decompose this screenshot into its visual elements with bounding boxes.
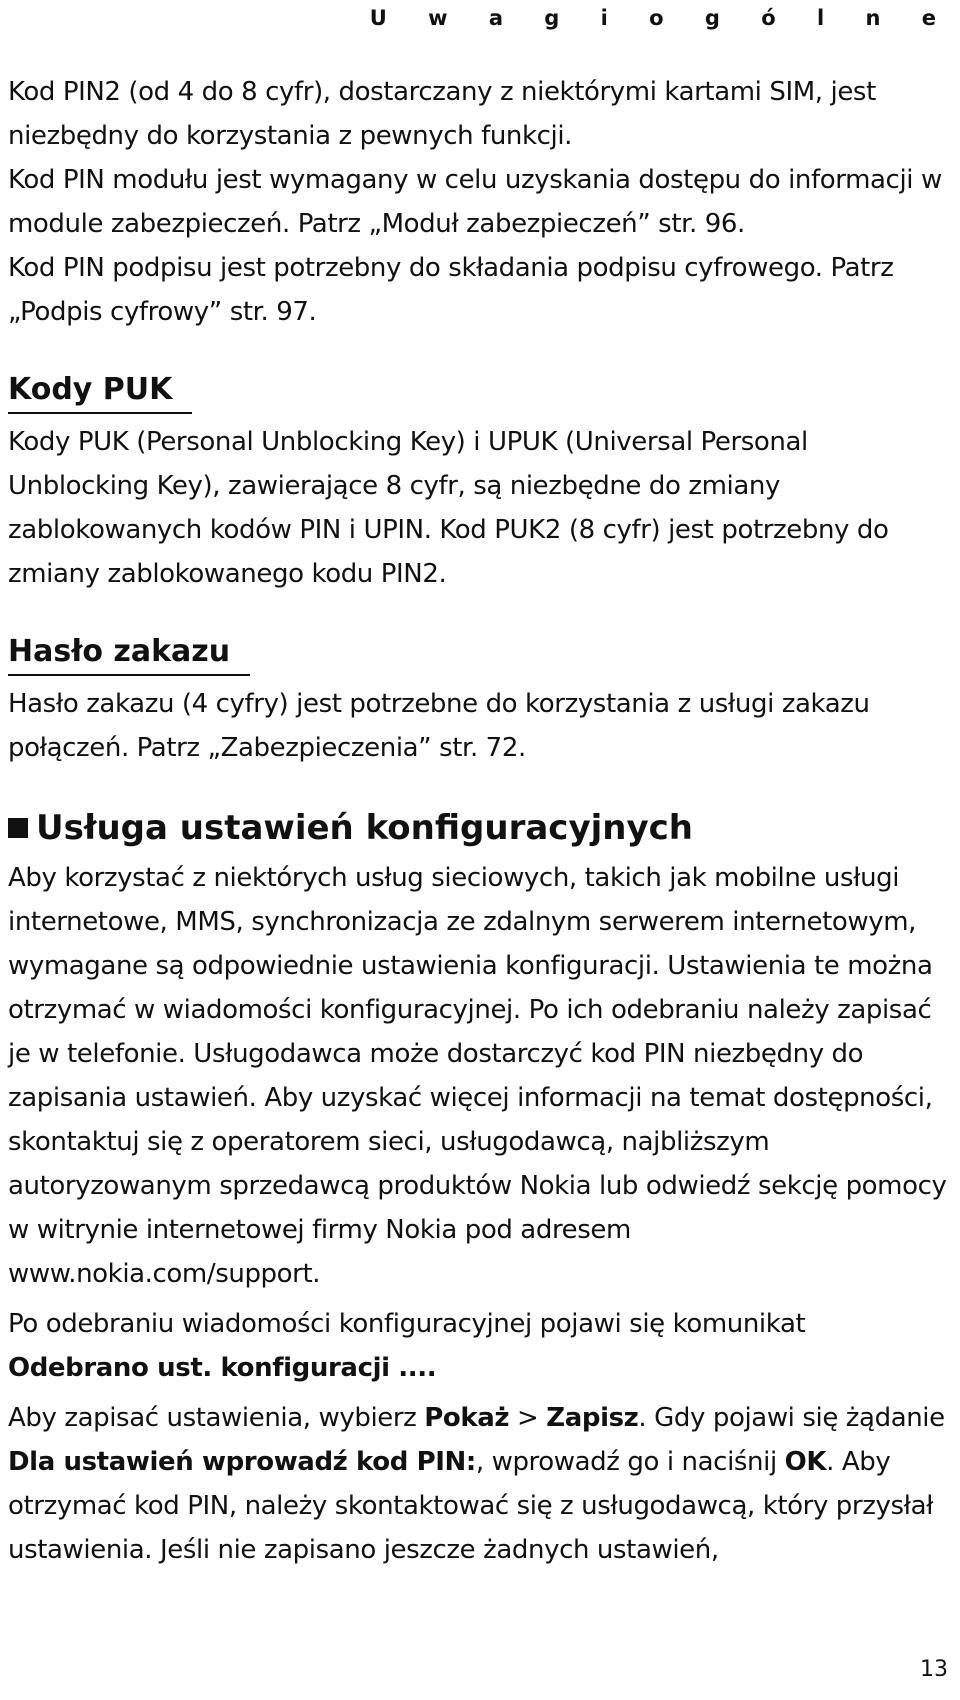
save-text-c: . Gdy pojawi się żądanie [638, 1403, 945, 1433]
barring-heading: Hasło zakazu [8, 630, 250, 676]
puk-section [8, 368, 948, 596]
config-heading-text: Usługa ustawień konfiguracyjnych [36, 808, 694, 848]
page-number: 13 [920, 1657, 948, 1682]
save-text-a: Aby zapisać ustawienia, wybierz [8, 1403, 425, 1433]
pin2-paragraph: Kod PIN2 (od 4 do 8 cyfr), dostarczany z niektórymi kartami SIM, jest niezbędny do korzystania z pewnych funkcji. [8, 77, 876, 151]
puk-heading: Kody PUK [8, 368, 192, 414]
config-save-paragraph [8, 1396, 948, 1572]
config-section [8, 804, 948, 1572]
ok-option: OK [784, 1447, 827, 1477]
signing-pin-paragraph: Kod PIN podpisu jest potrzebny do składania podpisu cyfrowego. Patrz „Podpis cyfrowy” str. 97. [8, 253, 894, 327]
barring-paragraph: Hasło zakazu (4 cyfry) jest potrzebne do korzystania z usługi zakazu połączeń. Patrz „Zabezpieczenia” str. 72. [8, 689, 870, 763]
save-text-e: . Aby otrzymać kod PIN, należy skontaktować się z usługodawcą, który przysłał ustawienia. Jeśli nie zapisano jeszcze żadnych ustawień, [8, 1447, 934, 1565]
barring-section [8, 630, 948, 770]
puk-paragraph: Kody PUK (Personal Unblocking Key) i UPUK (Universal Personal Unblocking Key), zawierające 8 cyfr, są niezbędne do zmiany zablokowanych kodów PIN i UPIN. Kod PUK2 (8 cyfr) jest potrzebny do zmiany zablokowanego kodu PIN2. [8, 427, 889, 589]
config-message-bold: Odebrano ust. konfiguracji .... [8, 1353, 437, 1383]
pin-prompt: Dla ustawień wprowadź kod PIN: [8, 1447, 476, 1477]
section-bullet-icon [8, 818, 28, 838]
config-message-paragraph [8, 1302, 948, 1390]
page-content [8, 70, 948, 1572]
module-pin-paragraph: Kod PIN modułu jest wymagany w celu uzyskania dostępu do informacji w module zabezpieczeń. Patrz „Moduł zabezpieczeń” str. 96. [8, 165, 942, 239]
config-message-text: Po odebraniu wiadomości konfiguracyjnej pojawi się komunikat [8, 1309, 806, 1339]
config-heading [8, 804, 948, 852]
save-sep: > [509, 1403, 547, 1433]
running-header: U w a g i o g ó l n e [369, 6, 946, 30]
save-option: Zapisz [546, 1403, 639, 1433]
config-paragraph: Aby korzystać z niektórych usług sieciowych, takich jak mobilne usługi internetowe, MMS, synchronizacja ze zdalnym serwerem internetowym, wymagane są odpowiednie ustawienia konfiguracji. Ustawienia te można otrzymać w wiadomości konfiguracyjnej. Po ich odebraniu należy zapisać je w telefonie. Usługodawca może dostarczyć kod PIN niezbędny do zapisania ustawień. Aby uzyskać więcej informacji na temat dostępności, skontaktuj się z operatorem sieci, usługodawcą, najbliższym autoryzowanym sprzedawcą produktów Nokia lub odwiedź sekcję pomocy w witrynie internetowej firmy Nokia pod adresem www.nokia.com/support. [8, 863, 947, 1289]
save-text-d: , wprowadź go i naciśnij [475, 1447, 785, 1477]
show-option: Pokaż [424, 1403, 510, 1433]
